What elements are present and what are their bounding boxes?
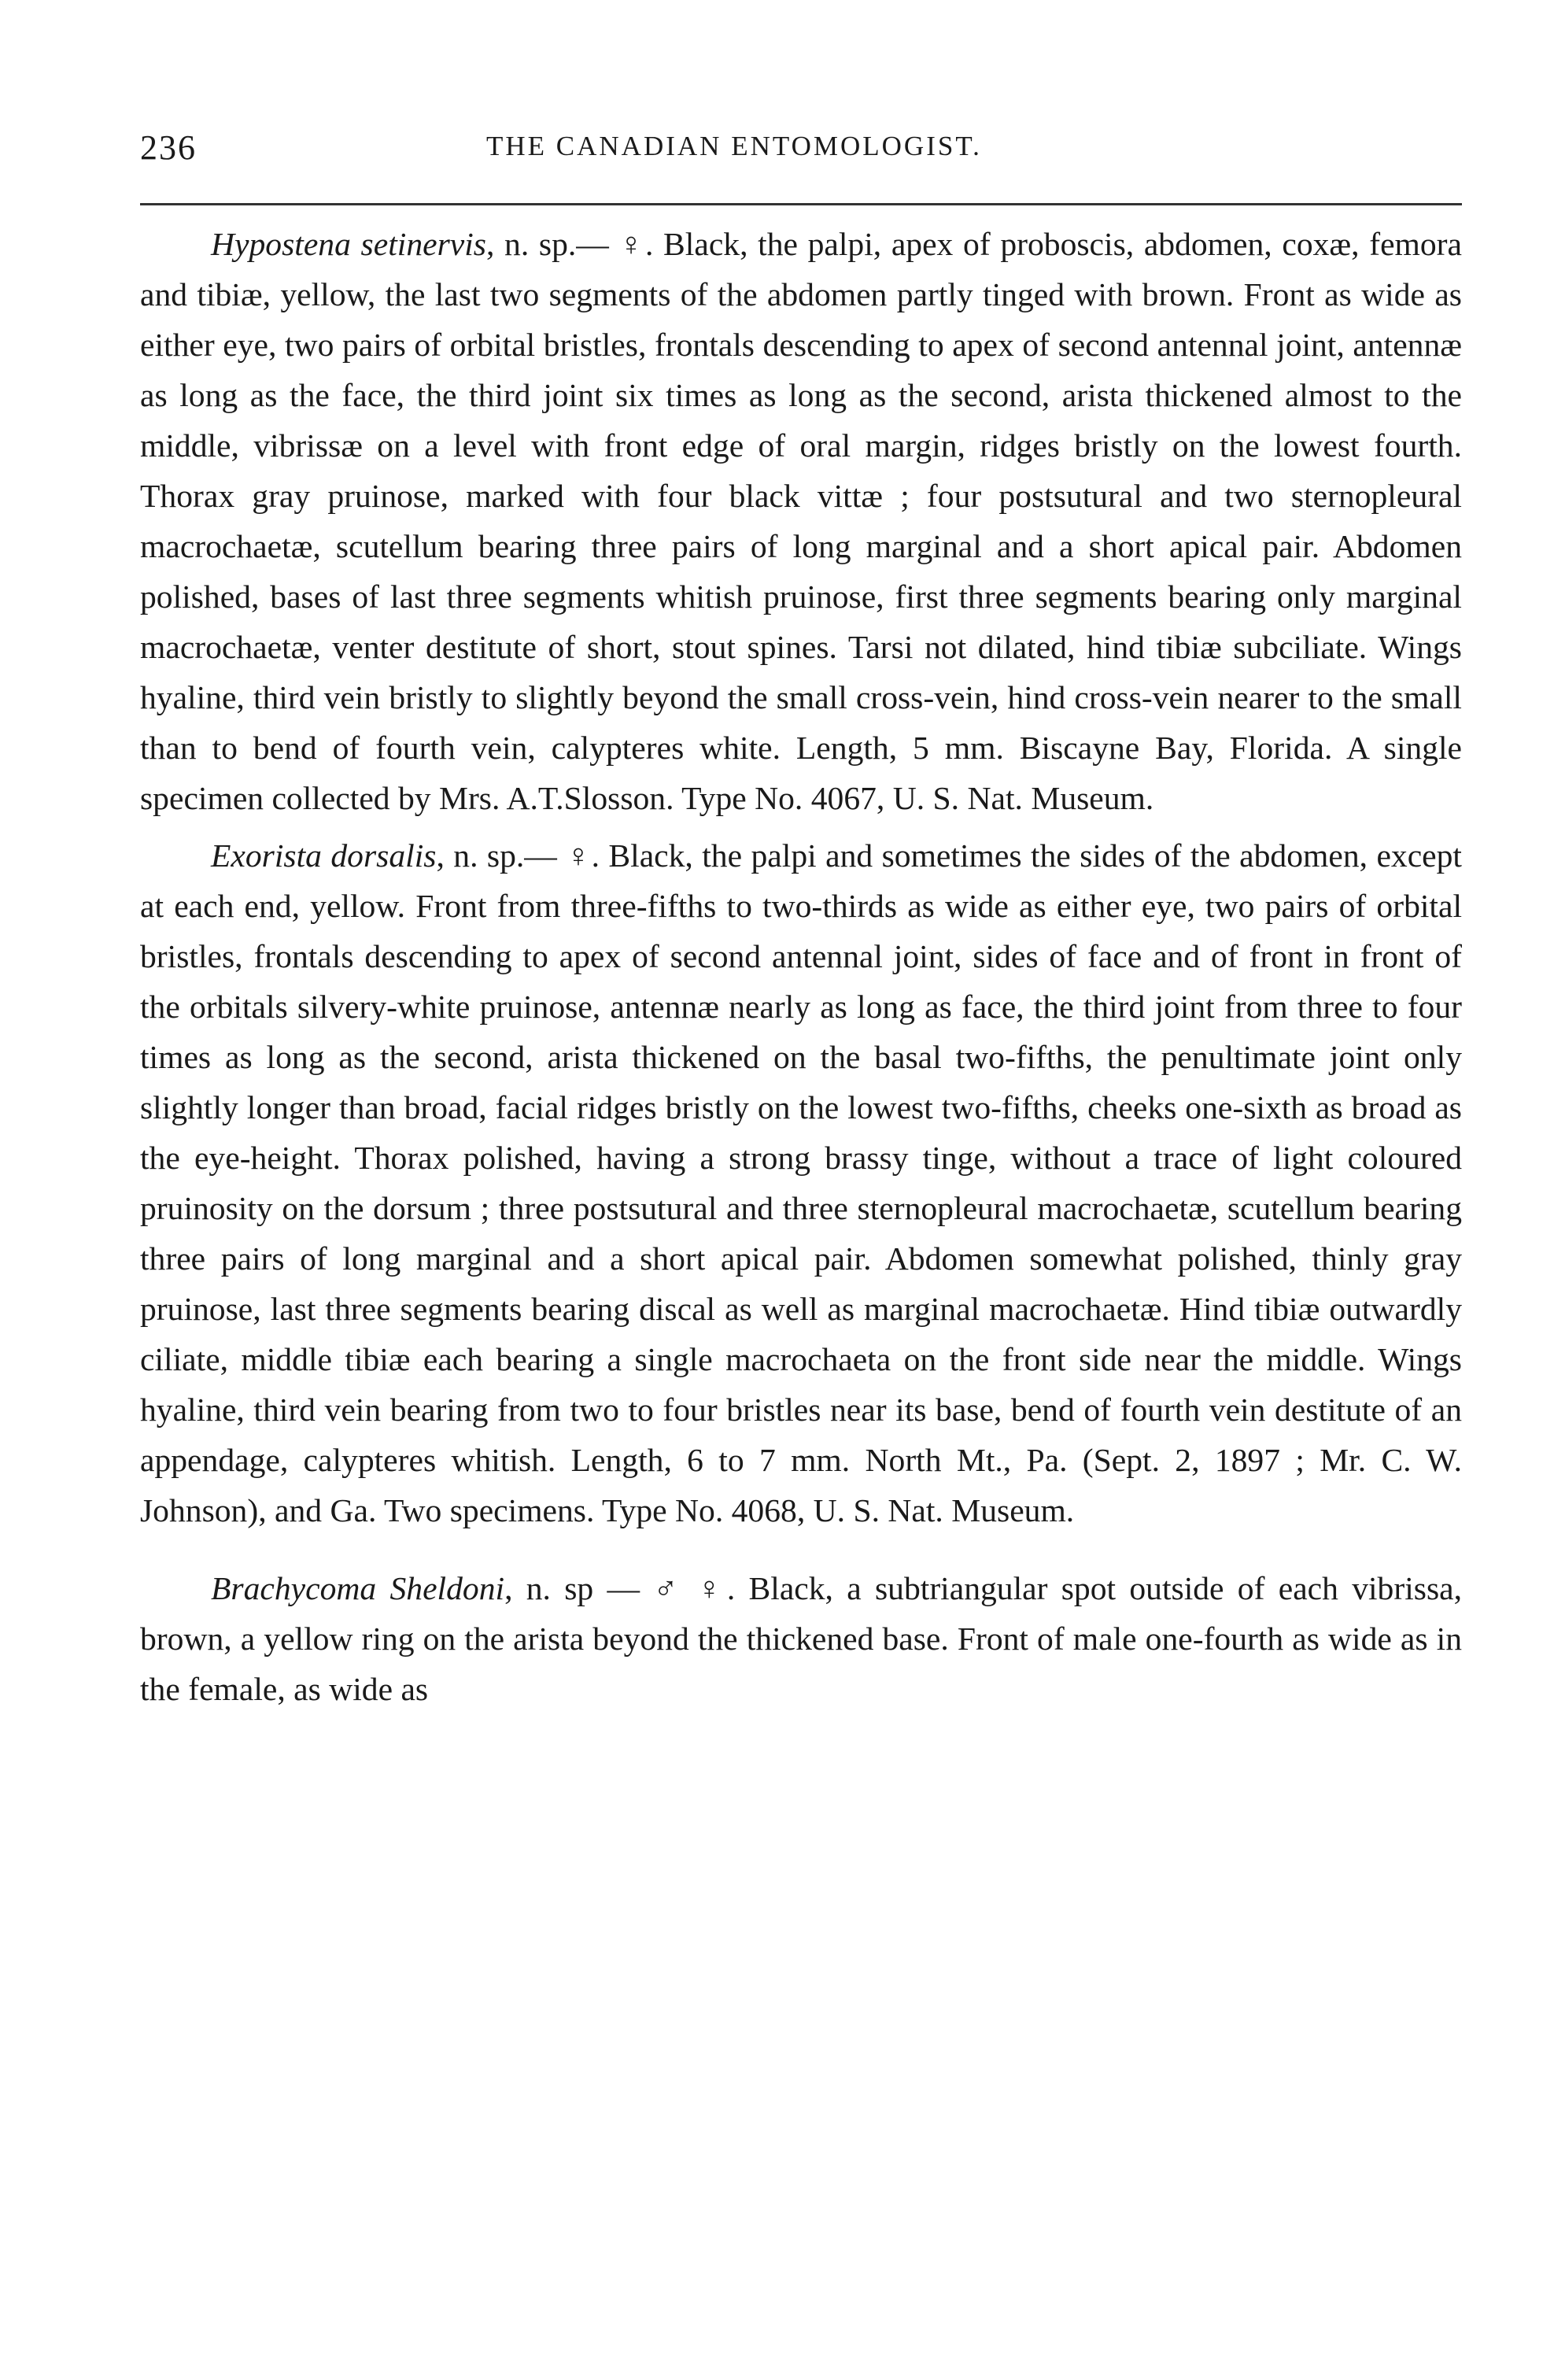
document-page [140, 118, 1462, 1707]
description-text: , n. sp — ♂ ♀. Black, a subtriangular spot outside of each vibrissa, brown, a yellow ring on the arista beyond the thickened base. Front of male one-fourth as wide as in the female, as wide as [140, 1570, 1462, 1707]
header-rule [140, 203, 1462, 205]
running-head [140, 118, 1462, 181]
species-description [140, 830, 1462, 1536]
journal-title: THE CANADIAN ENTOMOLOGIST. [486, 131, 982, 161]
page-number: 236 [140, 128, 197, 167]
species-description [140, 1563, 1462, 1714]
species-description [140, 219, 1462, 823]
species-name: Exorista dorsalis [211, 837, 437, 874]
species-name: Brachycoma Sheldoni [211, 1570, 505, 1606]
paragraph-gap [140, 1543, 1462, 1563]
body-text [140, 219, 1462, 1721]
species-name: Hypostena setinervis [211, 226, 486, 262]
description-text: , n. sp.— ♀. Black, the palpi and sometimes the sides of the abdomen, except at each end, yellow. Front from three-fifths to two-thirds as wide as either eye, two pairs of orbital bristles, frontals descending to apex of second antennal joint, sides of face and of front in front of the orbitals silvery-white pruinose, antennæ nearly as long as face, the third joint from three to four times as long as the second, arista thickened on the basal two-fifths, the penultimate joint only slightly longer than broad, facial ridges bristly on the lowest two-fifths, cheeks one-sixth as broad as the eye-height. Thorax polished, having a strong brassy tinge, without a trace of light coloured pruinosity on the dorsum ; three postsutural and three sternopleural macrochaetæ, scutellum bearing three pairs of long marginal and a short apical pair. Abdomen somewhat polished, thinly gray pruinose, last three segments bearing discal as well as marginal macrochaetæ. Hind tibiæ outwardly ciliate, middle tibiæ each bearing a single macrochaeta on the front side near the middle. Wings hyaline, third vein bearing from two to four bristles near its base, bend of fourth vein destitute of an appendage, calypteres whitish. Length, 6 to 7 mm. North Mt., Pa. (Sept. 2, 1897 ; Mr. C. W. Johnson), and Ga. Two specimens. Type No. 4068, U. S. Nat. Museum. [140, 837, 1462, 1528]
description-text: , n. sp.— ♀. Black, the palpi, apex of proboscis, abdomen, coxæ, femora and tibiæ, yellow, the last two segments of the abdomen partly tinged with brown. Front as wide as either eye, two pairs of orbital bristles, frontals descending to apex of second antennal joint, antennæ as long as the face, the third joint six times as long as the second, arista thickened almost to the middle, vibrissæ on a level with front edge of oral margin, ridges bristly on the lowest fourth. Thorax gray pruinose, marked with four black vittæ ; four postsutural and two sternopleural macrochaetæ, scutellum bearing three pairs of long marginal and a short apical pair. Abdomen polished, bases of last three segments whitish pruinose, first three segments bearing only marginal macrochaetæ, venter destitute of short, stout spines. Tarsi not dilated, hind tibiæ subciliate. Wings hyaline, third vein bristly to slightly beyond the small cross-vein, hind cross-vein nearer to the small than to bend of fourth vein, calypteres white. Length, 5 mm. Biscayne Bay, Florida. A single specimen collected by Mrs. A.T.Slosson. Type No. 4067, U. S. Nat. Museum. [140, 226, 1462, 816]
